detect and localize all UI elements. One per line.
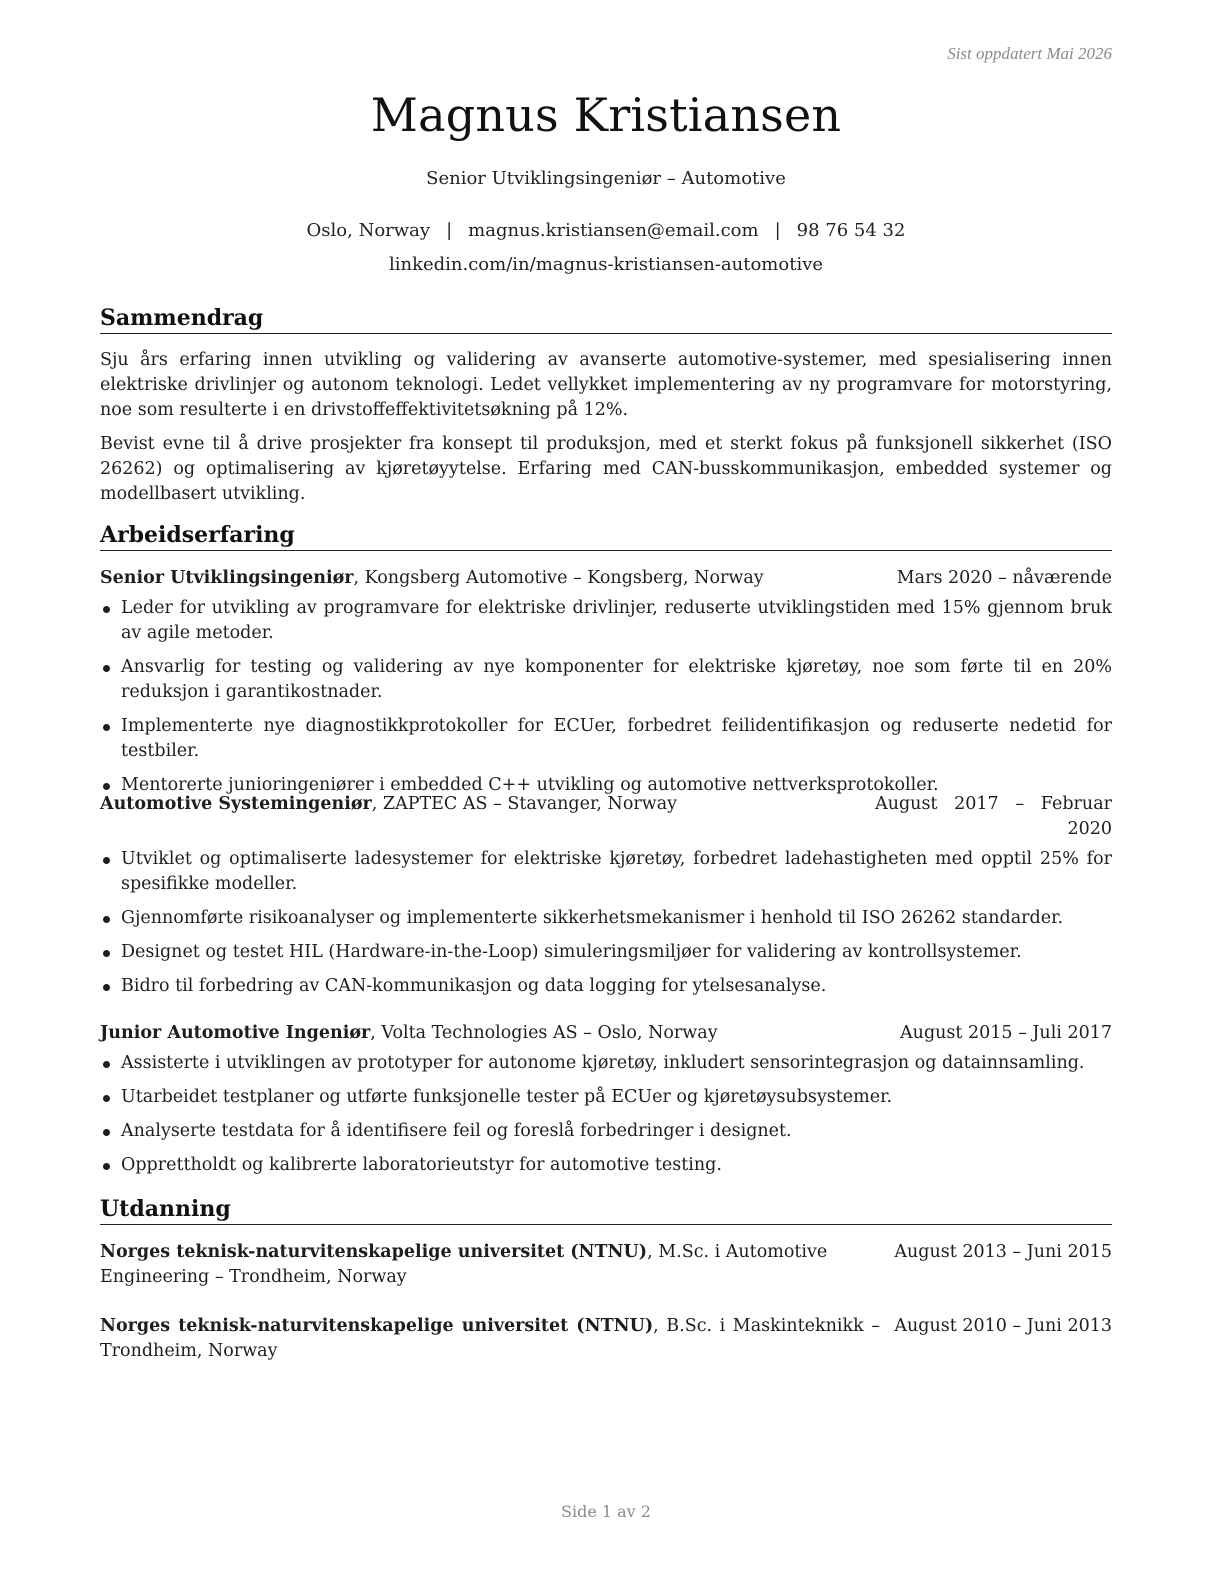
education-degree: , B.Sc. i Maskinteknikk – Trondheim, Norway bbox=[100, 1316, 881, 1361]
contact-linkedin[interactable]: linkedin.com/in/magnus-kristiansen-automotive bbox=[388, 254, 824, 275]
list-item: Analyserte testdata for å identifisere feil og foreslå forbedringer i designet. bbox=[100, 1119, 1112, 1144]
education-degree: , M.Sc. i Automotive Engineering – Trondheim, Norway bbox=[100, 1242, 828, 1287]
section-heading-education: Utdanning bbox=[100, 1195, 1112, 1225]
list-item: Gjennomførte risikoanalyser og implementerte sikkerhetsmekanismer i henhold til ISO 26262 standarder. bbox=[100, 906, 1112, 931]
education-dates: August 2010 – Juni 2013 bbox=[894, 1316, 1112, 1336]
job-bullets bbox=[100, 847, 1112, 1008]
job-employer: , Kongsberg Automotive – Kongsberg, Norway bbox=[353, 568, 764, 588]
job-dates: Mars 2020 – nåværende bbox=[896, 568, 1112, 588]
last-updated: Sist oppdatert Mai 2026 bbox=[947, 44, 1112, 63]
job-dates-line: 2020 bbox=[1067, 819, 1112, 839]
contact-line bbox=[100, 220, 1112, 241]
education-school: Norges teknisk-naturvitenskapelige universitet (NTNU) bbox=[100, 1242, 648, 1262]
job-title: Junior Automotive Ingeniør bbox=[100, 1023, 371, 1043]
page-number: Side 1 av 2 bbox=[561, 1502, 651, 1521]
resume-page bbox=[100, 0, 1112, 1584]
list-item: Implementerte nye diagnostikkprotokoller for ECUer, forbedret feilidentifikasjon og reduserte nedetid for testbiler. bbox=[100, 714, 1112, 764]
job-employer: , ZAPTEC AS – Stavanger, Norway bbox=[371, 794, 678, 814]
summary-paragraph: Bevist evne til å drive prosjekter fra konsept til produksjon, med et sterkt fokus på funksjonell sikkerhet (ISO 26262) og optimalisering av kjøretøyytelse. Erfaring med CAN-busskommunikasjon, embedded systemer og modellbasert utvikling. bbox=[100, 434, 1112, 504]
list-item: Leder for utvikling av programvare for elektriske drivlinjer, reduserte utviklingstiden med 15% gjennom bruk av agile metoder. bbox=[100, 596, 1112, 646]
list-item: Opprettholdt og kalibrerte laboratorieutstyr for automotive testing. bbox=[100, 1153, 1112, 1178]
contact-phone: 98 76 54 32 bbox=[796, 220, 906, 241]
candidate-name: Magnus Kristiansen bbox=[370, 88, 842, 142]
education-dates: August 2013 – Juni 2015 bbox=[894, 1242, 1112, 1262]
contact-email[interactable]: magnus.kristiansen@email.com bbox=[468, 220, 759, 241]
list-item: Bidro til forbedring av CAN-kommunikasjon og data logging for ytelsesanalyse. bbox=[100, 974, 1112, 999]
job-title: Automotive Systemingeniør bbox=[100, 794, 372, 814]
list-item: Assisterte i utviklingen av prototyper for autonome kjøretøy, inkludert sensorintegrasjon og datainnsamling. bbox=[100, 1051, 1112, 1076]
job-dates: August 2015 – Juli 2017 bbox=[900, 1023, 1112, 1043]
job-bullets bbox=[100, 596, 1112, 807]
section-heading-summary: Sammendrag bbox=[100, 304, 1112, 334]
job-dates bbox=[875, 792, 1112, 842]
list-item: Designet og testet HIL (Hardware-in-the-Loop) simuleringsmiljøer for validering av kontrollsystemer. bbox=[100, 940, 1112, 965]
list-item: Utviklet og optimaliserte ladesystemer for elektriske kjøretøy, forbedret ladehastigheten med opptil 25% for spesifikke modeller. bbox=[100, 847, 1112, 897]
job-employer: , Volta Technologies AS – Oslo, Norway bbox=[370, 1023, 718, 1043]
contact-separator: | bbox=[774, 220, 781, 241]
contact-location: Oslo, Norway bbox=[306, 220, 431, 241]
job-bullets bbox=[100, 1051, 1112, 1187]
list-item: Utarbeidet testplaner og utførte funksjonelle tester på ECUer og kjøretøysubsystemer. bbox=[100, 1085, 1112, 1110]
summary-paragraph: Sju års erfaring innen utvikling og validering av avanserte automotive-systemer, med spesialisering innen elektriske drivlinjer og autonom teknologi. Ledet vellykket implementering av ny programvare for motorstyring, noe som resulterte i en drivstoffeffektivitetsøkning på 12%. bbox=[100, 350, 1112, 420]
education-school: Norges teknisk-naturvitenskapelige universitet (NTNU) bbox=[100, 1316, 654, 1336]
job-title: Senior Utviklingsingeniør bbox=[100, 568, 354, 588]
contact-separator: | bbox=[446, 220, 453, 241]
job-headline: Senior Utviklingsingeniør – Automotive bbox=[426, 168, 786, 189]
list-item: Ansvarlig for testing og validering av nye komponenter for elektriske kjøretøy, noe som førte til en 20% reduksjon i garantikostnader. bbox=[100, 655, 1112, 705]
list-item: Mentorerte junioringeniører i embedded C++ utvikling og automotive nettverksprotokoller. bbox=[100, 773, 1112, 798]
job-dates-line: August 2017 – Februar bbox=[875, 794, 1112, 814]
section-heading-experience: Arbeidserfaring bbox=[100, 521, 1112, 551]
